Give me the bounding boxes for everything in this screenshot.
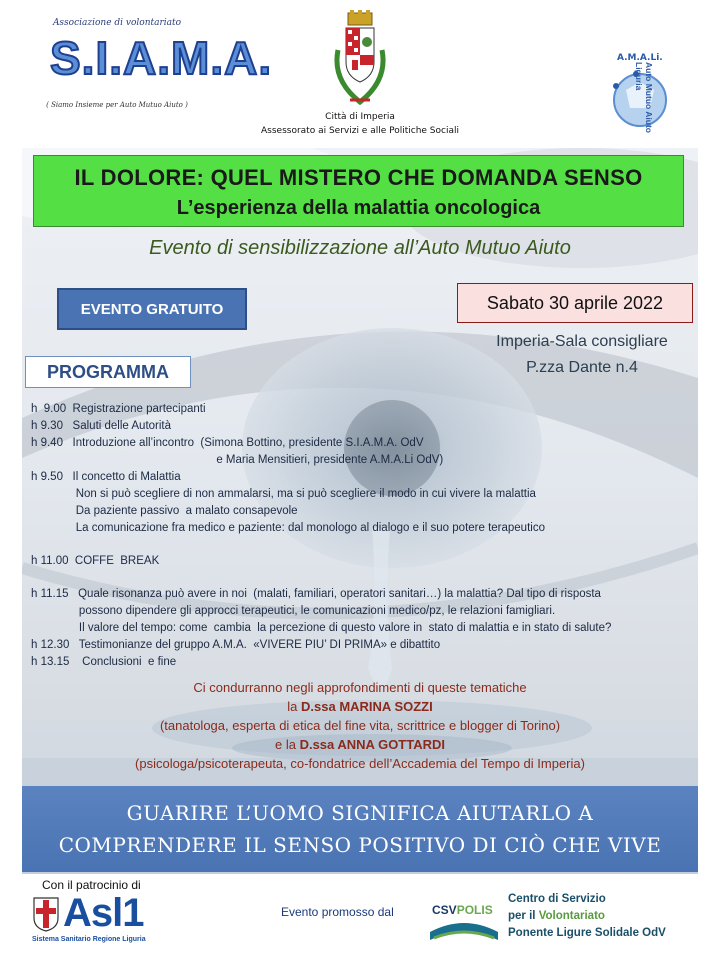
speaker-1-prefix: la (287, 699, 302, 714)
promoted-by-label: Evento promosso dal (281, 905, 394, 919)
schedule-item: h 11.00 COFFE BREAK (31, 555, 160, 567)
quote-line2: COMPRENDERE IL SENSO POSITIVO DI CIÒ CHE VIVE (58, 833, 662, 857)
city-label (250, 110, 470, 138)
speaker-1-name: D.ssa MARINA SOZZI (301, 699, 433, 714)
imperia-coat-of-arms (330, 10, 390, 108)
csv-description (508, 891, 666, 942)
city-name: Città di Imperia (325, 112, 395, 122)
amali-tagline: Auto Mutuo Aiuto Liguria (634, 62, 654, 133)
speaker-1-desc: (tanatologa, esperta di etica del fine vita, scrittrice e blogger di Torino) (159, 718, 561, 733)
schedule-item: h 9.30 Saluti delle Autorità (31, 420, 172, 432)
schedule-item: Il valore del tempo: come cambia la percezione di questo valore in stato di malattia e in stato di salute? (31, 622, 612, 634)
asl-subtitle: Sistema Sanitario Regione Liguria (32, 936, 146, 943)
asl-logo: Asl1 (63, 891, 144, 935)
csv-polis-logo (432, 903, 493, 917)
schedule-item: h 13.15 Conclusioni e fine (31, 656, 177, 668)
venue-line1: Imperia-Sala consigliare (496, 333, 668, 350)
title-box (33, 155, 684, 227)
schedule-item: h 12.30 Testimonianze del gruppo A.M.A. «VIVERE PIU’ DI PRIMA» e dibattito (31, 639, 441, 651)
schedule-item: possono dipendere gli approcci terapeutici, le comunicazioni medico/pz, le relazioni famigliari. (31, 605, 556, 617)
schedule-item: h 9.50 Il concetto di Malattia (31, 471, 181, 483)
csv-line3: Ponente Ligure Solidale OdV (508, 927, 666, 939)
schedule-item: e Maria Mensitieri, presidente A.M.A.Li OdV) (31, 454, 444, 466)
schedule-item: Da paziente passivo a malato consapevole (31, 505, 298, 517)
liguria-shield-icon (32, 896, 60, 932)
csv-logo-b: POLIS (456, 903, 493, 917)
slama-association-label: Associazione di volontariato (52, 18, 182, 28)
slama-logo: S.I.A.M.A. (50, 32, 273, 84)
patronage-label: Con il patrocinio di (42, 878, 141, 892)
speaker-1 (60, 697, 660, 716)
csv-line2-a: per il (508, 910, 539, 922)
speaker-2-desc: (psicologa/psicoterapeuta, co-fondatrice dell’Accademia del Tempo di Imperia) (135, 756, 585, 771)
csv-line1: Centro di Servizio (508, 893, 606, 905)
quote-line1: GUARIRE L’UOMO SIGNIFICA AIUTARLO A (126, 801, 594, 825)
csv-line2-b: Volontariato (538, 910, 605, 922)
amali-title: A.M.A.Li. (617, 53, 663, 63)
event-date: Sabato 30 aprile 2022 (457, 283, 693, 323)
speaker-2-prefix: e la (275, 737, 300, 752)
speakers-intro: Ci condurranno negli approfondimenti di queste tematiche (193, 680, 527, 695)
slama-tagline: ( Siamo Insieme per Auto Mutuo Aiuto ) (46, 101, 188, 109)
csv-logo-a: CSV (432, 903, 457, 917)
main-subtitle: L’esperienza della malattia oncologica (176, 197, 541, 219)
free-event-badge: EVENTO GRATUITO (57, 288, 247, 330)
csv-wave-icon (428, 918, 500, 944)
programma-heading: PROGRAMMA (25, 356, 191, 388)
city-department: Assessorato ai Servizi e alle Politiche Sociali (261, 126, 459, 136)
csv-line2 (508, 908, 666, 925)
event-subtitle: Evento di sensibilizzazione all’Auto Mutuo Aiuto (149, 237, 571, 259)
speakers-section (60, 678, 660, 773)
main-title: IL DOLORE: QUEL MISTERO CHE DOMANDA SENSO (74, 165, 643, 190)
schedule-item: h 9.40 Introduzione all’incontro (Simona Bottino, presidente S.I.A.M.A. OdV (31, 437, 424, 449)
schedule-item: La comunicazione fra medico e paziente: dal monologo al dialogo e il suo potere terapeutico (31, 522, 545, 534)
venue (462, 329, 702, 381)
schedule-item: Non si può scegliere di non ammalarsi, ma si può scegliere il modo in cui vivere la malattia (31, 488, 536, 500)
speaker-2 (60, 735, 660, 754)
schedule-item: h 11.15 Quale risonanza può avere in noi (malati, familiari, operatori sanitari…) la malattia? Dal tipo di risposta (31, 588, 601, 600)
schedule-item: h 9.00 Registrazione partecipanti (31, 403, 206, 415)
speaker-2-name: D.ssa ANNA GOTTARDI (299, 737, 445, 752)
venue-line2: P.zza Dante n.4 (526, 359, 638, 376)
quote-banner (22, 786, 698, 872)
